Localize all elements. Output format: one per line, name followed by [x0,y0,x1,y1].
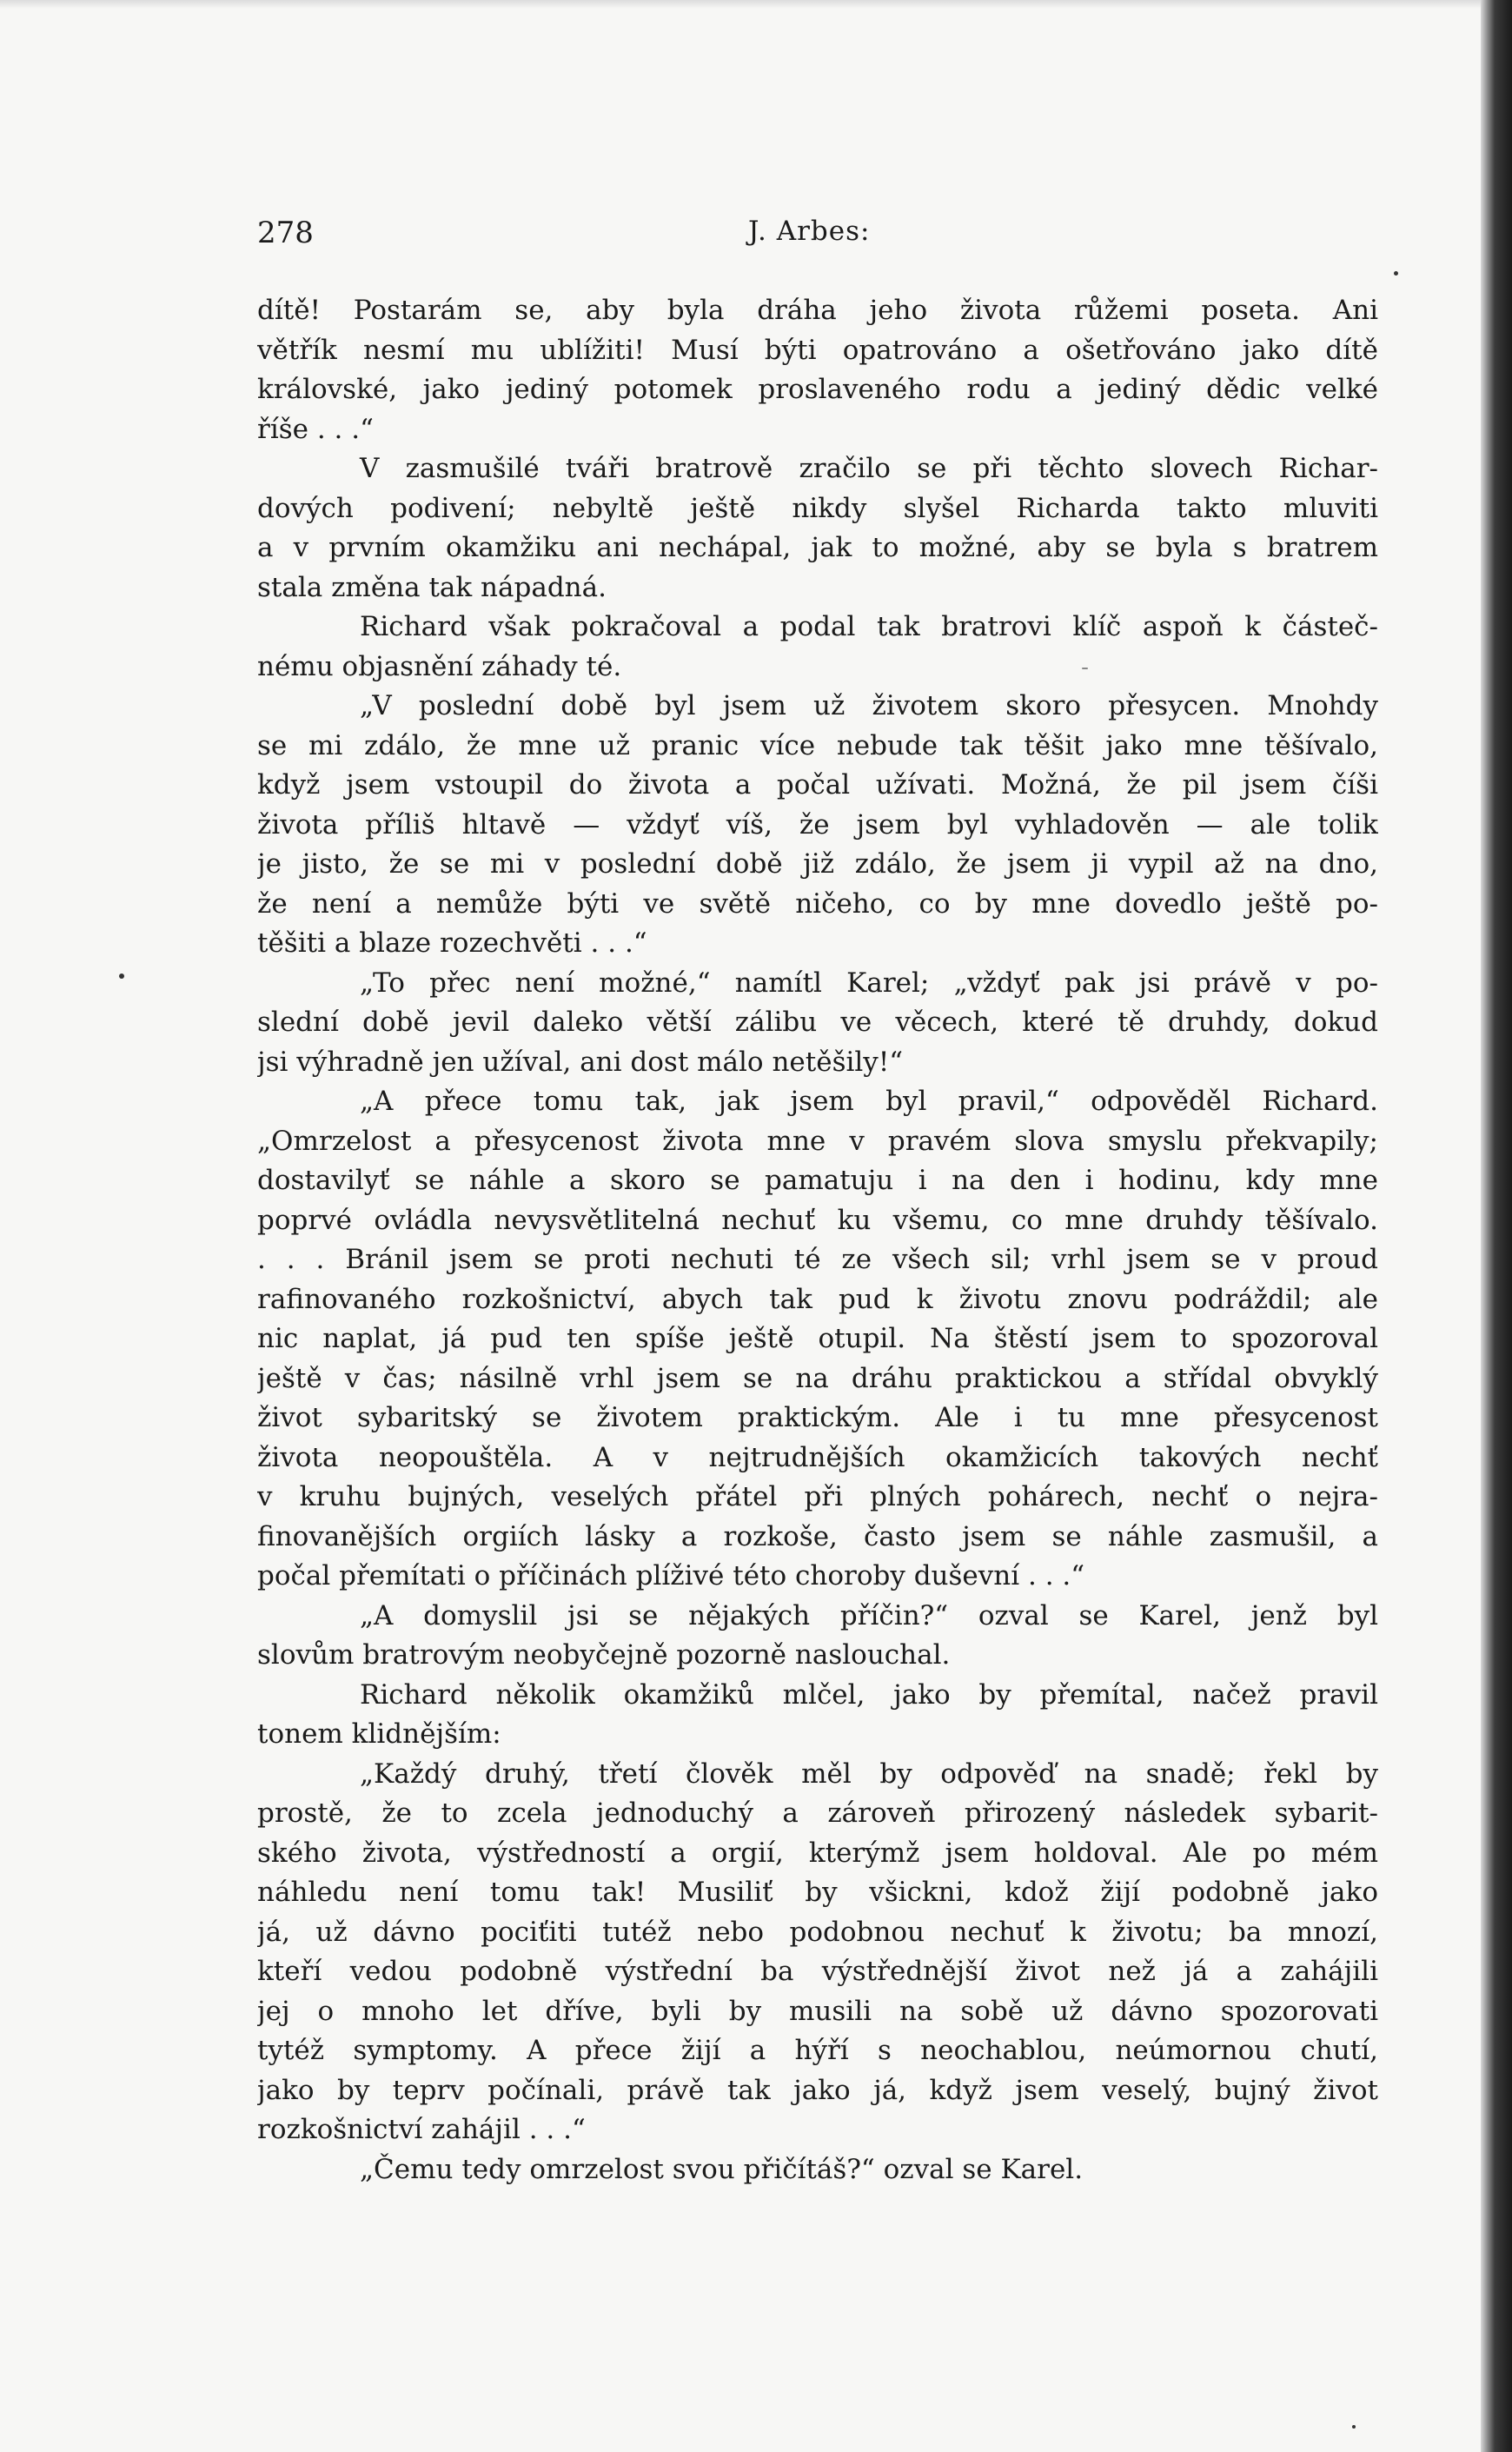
text-line: nic naplat, já pud ten spíše ještě otupil. Na štěstí jsem to spozoroval [257,1323,1378,1354]
page-header [257,216,1378,259]
text-line: slední době jevil daleko větší zálibu ve věcech, které tě druhdy, dokud [257,1007,1378,1038]
page-number: 278 [257,216,314,250]
text-line: V zasmušilé tváři bratrově zračilo se při těchto slovech Richar- [360,453,1378,484]
text-line: „V poslední době byl jsem už životem skoro přesycen. Mnohdy [360,690,1378,721]
scan-speck [1394,271,1398,276]
text-line: těšiti a blaze rozechvěti . . .“ [257,927,647,959]
text-line: života neopouštěla. A v nejtrudnějších okamžicích takových nechť [257,1441,1378,1473]
top-shadow [0,0,1481,9]
text-line: náhledu není tomu tak! Musiliť by všickni, kdož žijí podobně jako [257,1877,1378,1908]
text-line: „A domyslil jsi se nějakých příčin?“ ozval se Karel, jenž byl [360,1599,1378,1631]
text-line: já, už dávno pociťiti tutéž nebo podobnou nechuť k životu; ba mnozí, [257,1916,1378,1948]
text-line: poprvé ovládla nevysvětlitelná nechuť ku všemu, co mne druhdy těšívalo. [257,1204,1378,1236]
text-line: rozkošnictví zahájil . . .“ [257,2114,586,2145]
text-line: počal přemítati o příčinách plíživé této choroby duševní . . .“ [257,1560,1085,1591]
text-line: kteří vedou podobně výstřední ba výstřednější život než já a zahájili [257,1956,1378,1987]
scan-speck [1082,668,1088,669]
text-line: jej o mnoho let dříve, byli by musili na sobě už dávno spozorovati [257,1995,1378,2027]
text-line: jsi výhradně jen užíval, ani dost málo netěšily!“ [257,1046,904,1078]
body-text [257,291,1378,2190]
text-line: „A přece tomu tak, jak jsem byl pravil,“ odpověděl Richard. [360,1086,1378,1117]
text-line: dítě! Postarám se, aby byla dráha jeho života růžemi poseta. Ani [257,295,1378,326]
text-line: když jsem vstoupil do života a počal užívati. Možná, že pil jsem číši [257,769,1378,801]
text-line: dostavilyť se náhle a skoro se pamatuju i na den i hodinu, kdy mne [257,1165,1378,1196]
text-line: v kruhu bujných, veselých přátel při plných pohárech, nechť o nejra- [257,1481,1378,1512]
text-line: . . . Bránil jsem se proti nechuti té ze všech sil; vrhl jsem se v proud [257,1244,1378,1275]
text-line: tytéž symptomy. A přece žijí a hýří s neochablou, neúmornou chutí, [257,2035,1378,2066]
text-line: větřík nesmí mu ublížiti! Musí býti opatrováno a ošetřováno jako dítě [257,334,1378,366]
text-line: „Omrzelost a přesycenost života mne v pravém slova smyslu překvapily; [257,1125,1378,1157]
page-right-edge [1481,0,1512,2452]
text-line: se mi zdálo, že mne už pranic více nebude tak těšit jako mne těšívalo, [257,729,1378,761]
scan-speck [119,973,124,979]
text-line: života příliš hltavě — vždyť víš, že jsem byl vyhladověn — ale tolik [257,808,1378,841]
text-line: říše . . .“ [257,413,374,445]
text-line: je jisto, že se mi v poslední době již zdálo, že jsem ji vypil až na dno, [257,848,1378,880]
scan-speck [1352,2425,1356,2429]
text-line: slovům bratrovým neobyčejně pozorně naslouchal. [257,1639,951,1671]
text-line: jako by teprv počínali, právě tak jako já, když jsem veselý, bujný život [257,2074,1378,2106]
text-line: nému objasnění záhady té. [257,650,622,682]
text-line: královské, jako jediný potomek proslaveného rodu a jediný dědic velké [257,374,1378,405]
text-line: tonem klidnějším: [257,1718,501,1750]
text-line: stala změna tak nápadná. [257,571,607,603]
running-head: J. Arbes: [748,216,871,247]
text-line: že není a nemůže býti ve světě ničeho, co by mne dovedlo ještě po- [257,887,1378,920]
text-line: „To přec není možné,“ namítl Karel; „vždyť pak jsi právě v po- [360,967,1378,999]
text-line: a v prvním okamžiku ani nechápal, jak to možné, aby se byla s bratrem [257,532,1378,563]
text-line: Richard několik okamžiků mlčel, jako by přemítal, načež pravil [360,1678,1378,1711]
text-line: život sybaritský se životem praktickým. Ale i tu mne přesycenost [257,1402,1378,1433]
text-line: rafinovaného rozkošnictví, abych tak pud k životu znovu podráždil; ale [257,1283,1378,1315]
text-line: ského života, výstředností a orgií, kterýmž jsem holdoval. Ale po mém [257,1837,1378,1869]
text-line: „Každý druhý, třetí člověk měl by odpověď na snadě; řekl by [360,1758,1378,1790]
text-line: dových podivení; nebyltě ještě nikdy slyšel Richarda takto mluviti [257,492,1378,524]
text-line: Richard však pokračoval a podal tak bratrovi klíč aspoň k částeč- [360,611,1378,642]
text-line: „Čemu tedy omrzelost svou přičítáš?“ ozval se Karel. [360,2153,1084,2185]
text-line: ještě v čas; násilně vrhl jsem se na dráhu praktickou a střídal obvyklý [257,1362,1378,1394]
text-line: prostě, že to zcela jednoduchý a zároveň přirozený následek sybarit- [257,1797,1378,1829]
text-line: finovanějších orgiích lásky a rozkoše, často jsem se náhle zasmušil, a [257,1520,1378,1552]
